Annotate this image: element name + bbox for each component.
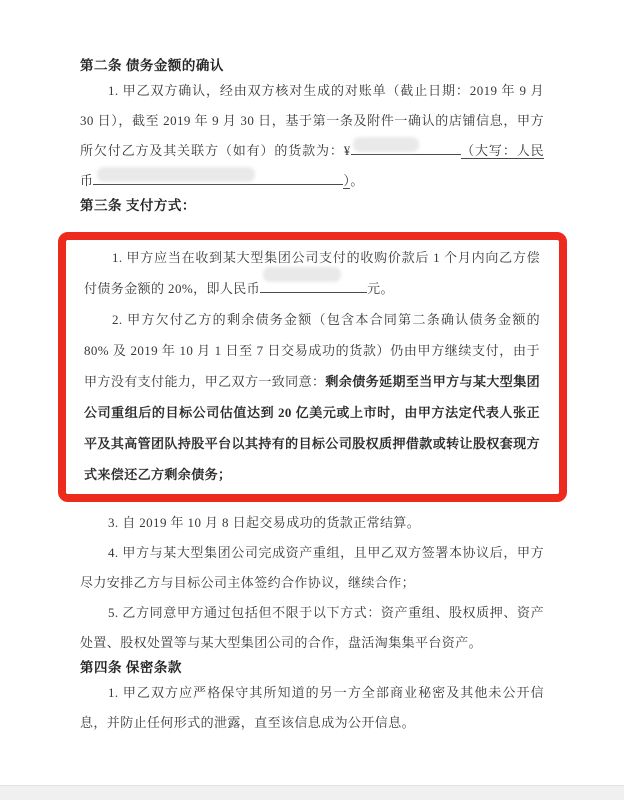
redaction-smudge: [97, 167, 255, 182]
clause-text: ）: [343, 173, 351, 188]
section3-item5: 5. 乙方同意甲方通过包括但不限于以下方式：资产重组、股权质押、资产处置、股权处置等与某大型集团公司的合作，盘活淘集集平台资产。: [80, 605, 544, 650]
redacted-amount-words: [93, 170, 343, 185]
clause-text: 。: [350, 173, 364, 188]
section4-heading: 第四条 保密条款: [80, 660, 182, 675]
section3-heading: 第三条 支付方式：: [80, 198, 196, 213]
clause-text: 1. 甲乙双方确认，经由双方核对生成的对账单（截止日期：2019 年 9 月 30 日），截至 2019 年 9 月 30 日，基于第一条及附件一确认的店铺信息，甲方所欠付乙方及其关联方（如有）的货款为：¥: [80, 83, 544, 158]
clause-text: 元。: [367, 281, 394, 296]
redaction-smudge: [353, 137, 419, 152]
clause-text-emphasis: 剩余债务延期至当甲方与某大型集团公司重组后的目标公司估值达到 20 亿美元或上市时，由甲方法定代表人张正平及其高管团队持股平台以其持有的目标公司股权质押借款或转让股权套现方式来偿还乙方剩余债务；: [84, 374, 540, 482]
section4-paragraph1: 1. 甲乙双方应严格保守其所知道的另一方全部商业秘密及其他未公开信息，并防止任何形式的泄露，直至该信息成为公开信息。: [80, 685, 544, 730]
bottom-bar: [0, 785, 624, 800]
redacted-amount-figure: [260, 278, 367, 293]
section3-item3: 3. 自 2019 年 10 月 8 日起交易成功的货款正常结算。: [108, 515, 421, 530]
redaction-smudge: [263, 267, 341, 282]
clause-text: 1. 甲方应当在收到某大型集团公司支付的收购价款后 1 个月内向乙方偿付债务金额的 20%，即人民币: [84, 250, 540, 296]
clause-text: 2. 甲方欠付乙方的剩余债务金额（包含本合同第二条确认债务金额的 80% 及 2019 年 10 月 1 日至 7 日交易成功的货款）仍由甲方继续支付，由于甲方没有支付能力，甲乙双方一致同意：: [84, 312, 540, 389]
highlight-box: [58, 232, 567, 502]
section3-item2: [84, 304, 540, 490]
section3-item1: [84, 242, 540, 304]
clause-text: 币: [80, 173, 94, 188]
section3-item4: 4. 甲方与某大型集团公司完成资产重组，且甲乙双方签署本协议后，甲方尽力安排乙方与目标公司主体签约合作协议，继续合作；: [80, 545, 544, 590]
redacted-amount-figure: [351, 140, 461, 155]
section2-paragraph1: [80, 76, 544, 196]
section2-heading: 第二条 债务金额的确认: [80, 58, 224, 73]
clause-text: （大写：人民: [460, 143, 544, 158]
